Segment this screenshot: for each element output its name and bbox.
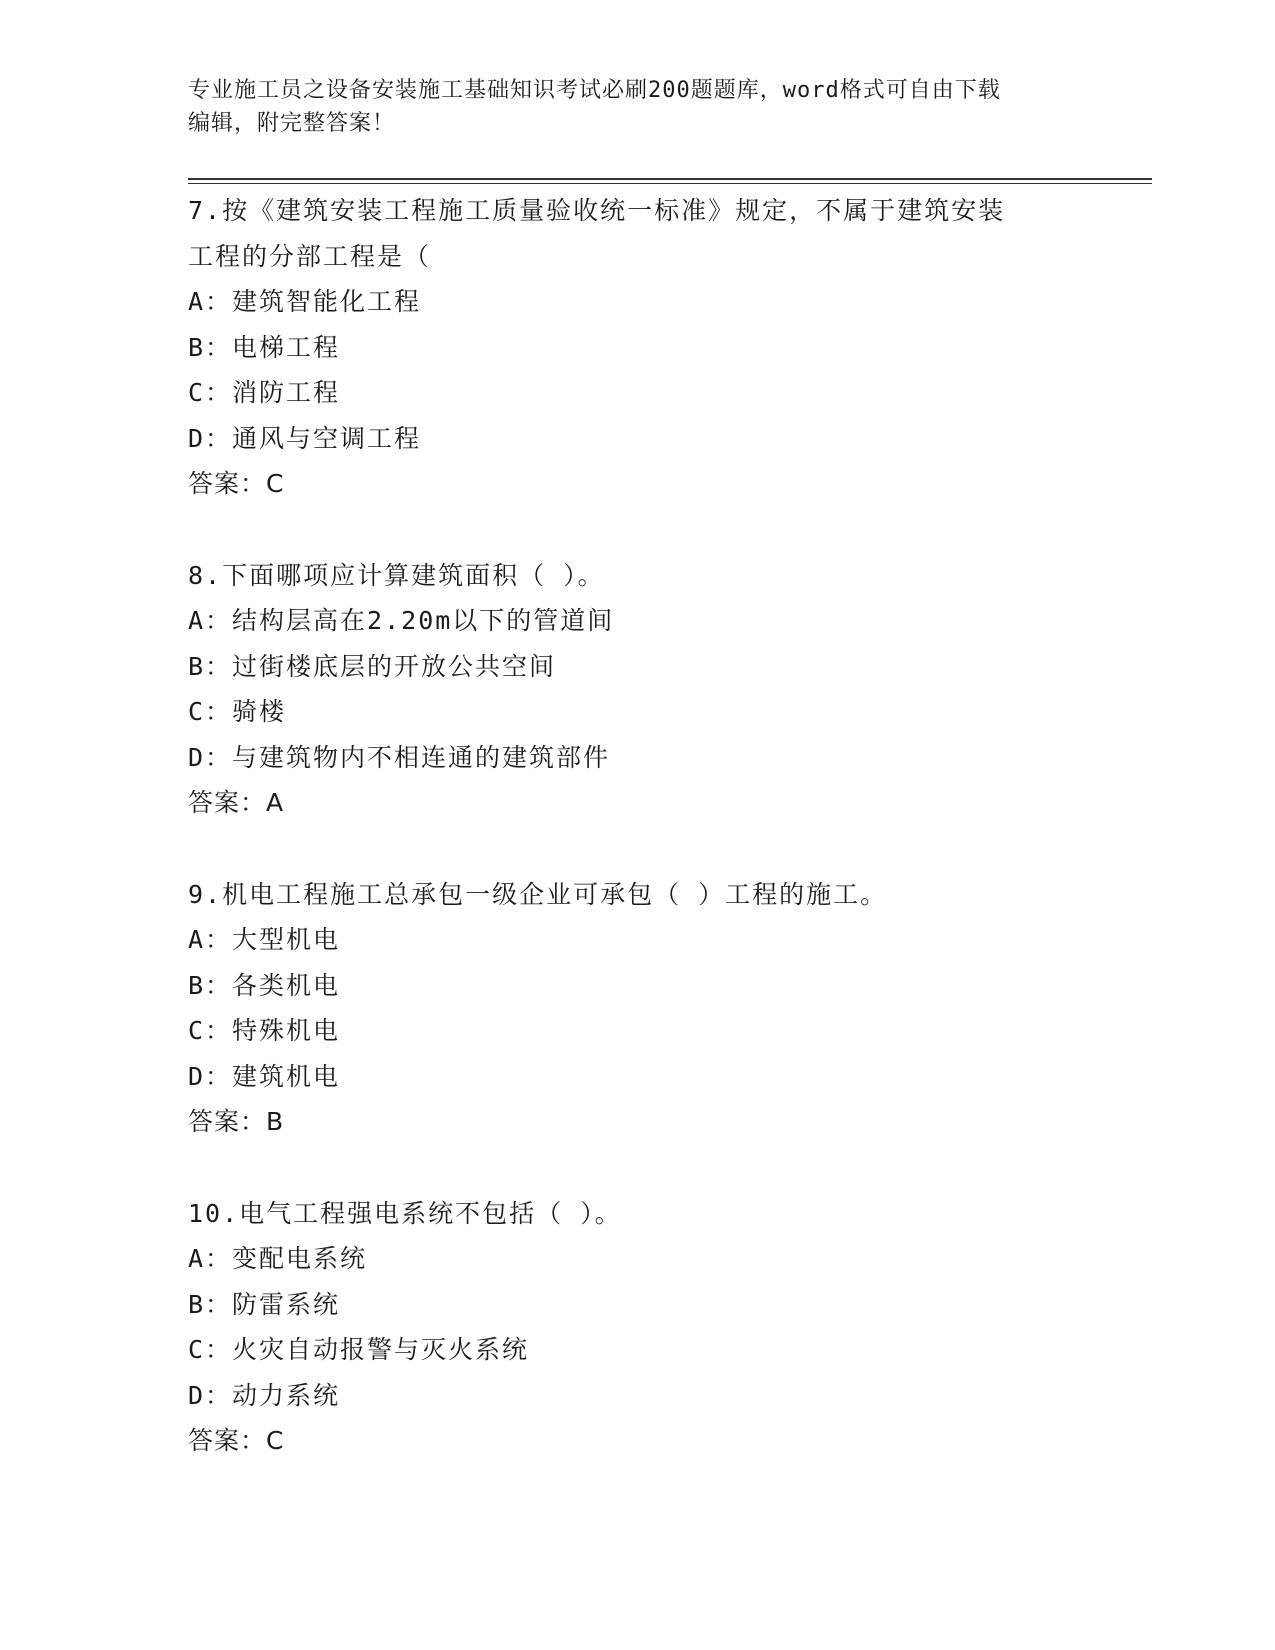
question-8 — [188, 553, 1088, 826]
option-a: A：大型机电 — [188, 925, 341, 954]
question-stem: 10.电气工程强电系统不包括（ ）。 — [188, 1198, 622, 1228]
option-b: B：过街楼底层的开放公共空间 — [188, 651, 557, 681]
question-9 — [188, 872, 1088, 1145]
answer: 答案：C — [188, 469, 285, 498]
option-c: C：消防工程 — [188, 378, 341, 407]
question-stem-continued: 工程的分部工程是（ — [188, 241, 432, 271]
spacer — [188, 826, 1088, 872]
spacer — [188, 1145, 1088, 1191]
option-d: D：动力系统 — [188, 1380, 341, 1410]
question-7 — [188, 188, 1088, 507]
question-stem: 8.下面哪项应计算建筑面积（ ）。 — [188, 560, 605, 590]
spacer — [188, 507, 1088, 553]
option-d: D：建筑机电 — [188, 1061, 341, 1091]
header-line-2: 编辑，附完整答案！ — [188, 111, 396, 136]
option-d: D：通风与空调工程 — [188, 423, 422, 453]
option-b: B：电梯工程 — [188, 332, 341, 362]
option-a: A：结构层高在2.20m以下的管道间 — [188, 606, 615, 635]
option-a: A：变配电系统 — [188, 1244, 368, 1273]
option-c: C：骑楼 — [188, 697, 287, 726]
option-b: B：各类机电 — [188, 970, 341, 1000]
question-10 — [188, 1191, 1088, 1464]
answer: 答案：A — [188, 788, 285, 817]
option-d: D：与建筑物内不相连通的建筑部件 — [188, 742, 611, 772]
option-a: A：建筑智能化工程 — [188, 287, 422, 316]
option-b: B：防雷系统 — [188, 1289, 341, 1319]
answer: 答案：B — [188, 1107, 285, 1136]
question-list — [188, 188, 1088, 1464]
header-line-1: 专业施工员之设备安装施工基础知识考试必刷200题题库，word格式可自由下载 — [188, 78, 1001, 103]
option-c: C：特殊机电 — [188, 1016, 341, 1045]
option-c: C：火灾自动报警与灭火系统 — [188, 1335, 530, 1364]
answer: 答案：C — [188, 1426, 285, 1455]
header-divider-thick — [188, 178, 1152, 180]
question-stem: 7.按《建筑安装工程施工质量验收统一标准》规定，不属于建筑安装 — [188, 196, 1006, 225]
document-header — [188, 74, 1068, 140]
header-divider-thin — [188, 183, 1152, 184]
question-stem: 9.机电工程施工总承包一级企业可承包（ ）工程的施工。 — [188, 879, 888, 909]
